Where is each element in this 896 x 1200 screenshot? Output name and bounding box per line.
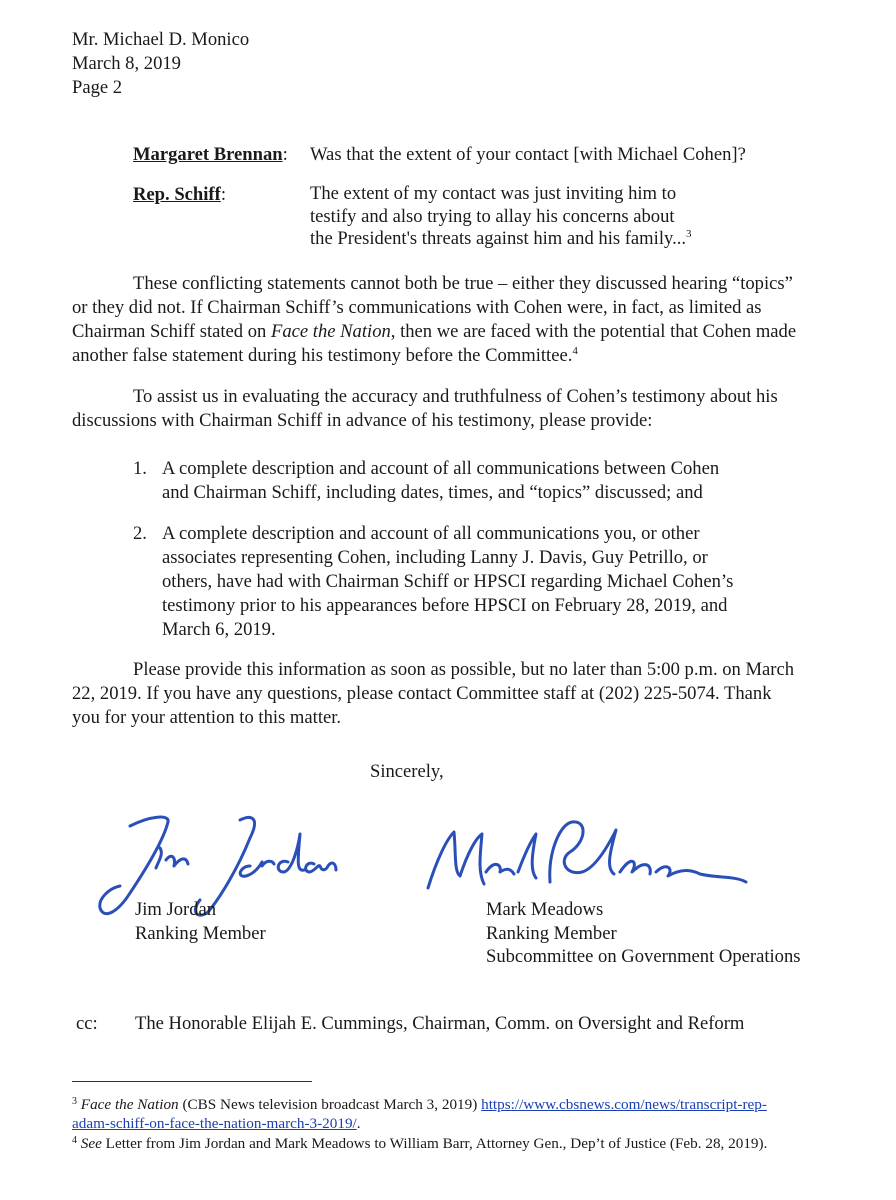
transcript-q1-text: Was that the extent of your contact [with Michael Cohen]? bbox=[310, 144, 746, 165]
paragraph-deadline bbox=[72, 658, 832, 730]
footnote-divider bbox=[72, 1081, 312, 1082]
closing-sincerely: Sincerely, bbox=[370, 761, 444, 782]
request-line: testimony prior to his appearances before HPSCI on February 28, 2019, and bbox=[162, 595, 728, 616]
para-line: discussions with Chairman Schiff in advance of his testimony, please provide: bbox=[72, 410, 653, 431]
letter-header bbox=[72, 28, 249, 100]
transcript-a1-text bbox=[310, 183, 692, 251]
request-line: A complete description and account of all communications you, or other bbox=[162, 523, 700, 544]
signatory-title: Ranking Member bbox=[486, 922, 617, 944]
request-line: others, have had with Chairman Schiff or HPSCI regarding Michael Cohen’s bbox=[162, 571, 734, 592]
list-number-2: 2. bbox=[133, 523, 147, 544]
footnote-3: $^3$ Face the Nation (CBS News television broadcast March 3, 2019) https://www.cbsnews.com/news/transcript-rep- adam-schiff-on-face-the-nation-march-3-2019/. bbox=[72, 1096, 767, 1132]
speaker-schiff: Rep. Schiff bbox=[133, 184, 221, 205]
request-line: March 6, 2019. bbox=[162, 619, 276, 640]
request-line: and Chairman Schiff, including dates, times, and “topics” discussed; and bbox=[162, 482, 703, 503]
signatory-title: Ranking Member bbox=[135, 922, 266, 944]
footnote-italic: Face the Nation bbox=[80, 1096, 179, 1113]
footnote-link[interactable]: https://www.cbsnews.com/news/transcript-rep- bbox=[481, 1096, 767, 1113]
transcript-a1 bbox=[133, 183, 226, 207]
request-item-2 bbox=[162, 522, 822, 642]
para-line: These conflicting statements cannot both be true – either they discussed hearing “topics” bbox=[133, 273, 793, 294]
footnote-ref-4: 4 bbox=[572, 345, 578, 357]
answer-line: The extent of my contact was just inviting him to bbox=[310, 183, 677, 204]
paragraph-conflicting-statements bbox=[72, 272, 832, 368]
signatory-subtitle: Subcommittee on Government Operations bbox=[486, 946, 801, 967]
signatory-jordan bbox=[135, 898, 266, 945]
meadows-signature bbox=[420, 812, 760, 902]
request-item-1 bbox=[162, 457, 822, 505]
request-line: associates representing Cohen, including Lanny J. Davis, Guy Petrillo, or bbox=[162, 547, 708, 568]
list-number-1: 1. bbox=[133, 458, 147, 479]
speaker-colon: : bbox=[220, 184, 226, 205]
answer-line: the President's threats against him and his family...$^3$ bbox=[310, 228, 692, 249]
para-line: another false statement during his testimony before the Committee.$^4$ bbox=[72, 345, 578, 366]
transcript-q1 bbox=[133, 143, 288, 167]
footnote-ref-3: 3 bbox=[686, 228, 692, 240]
para-line: Please provide this information as soon as possible, but no later than 5:00 p.m. on March bbox=[133, 659, 795, 680]
para-line: you for your attention to this matter. bbox=[72, 707, 342, 728]
page-number: Page 2 bbox=[72, 77, 123, 98]
footnote-number: 3 bbox=[72, 1096, 77, 1107]
signatory-name: Jim Jordan bbox=[135, 899, 217, 920]
request-line: A complete description and account of all communications between Cohen bbox=[162, 458, 720, 479]
para-line: 22, 2019. If you have any questions, please contact Committee staff at (202) 225-5074. Thank bbox=[72, 683, 772, 704]
speaker-brennan: Margaret Brennan bbox=[133, 144, 283, 165]
signatory-meadows bbox=[486, 898, 800, 969]
footnote-4: $^4$ See Letter from Jim Jordan and Mark Meadows to William Barr, Attorney Gen., Dep’t of Justice (Feb. 28, 2019). bbox=[72, 1135, 768, 1152]
signatory-name: Mark Meadows bbox=[486, 899, 604, 920]
recipient-name: Mr. Michael D. Monico bbox=[72, 29, 250, 50]
speaker-colon: : bbox=[282, 144, 288, 165]
italic-title: Face the Nation bbox=[270, 321, 391, 342]
footnote-link-continued[interactable]: adam-schiff-on-face-the-nation-march-3-2019/ bbox=[72, 1115, 357, 1132]
para-line: To assist us in evaluating the accuracy and truthfulness of Cohen’s testimony about his bbox=[133, 386, 778, 407]
paragraph-please-provide bbox=[72, 385, 832, 433]
para-line: or they did not. If Chairman Schiff’s communications with Cohen were, in fact, as limited as bbox=[72, 297, 762, 318]
cc-recipient: The Honorable Elijah E. Cummings, Chairman, Comm. on Oversight and Reform bbox=[135, 1013, 745, 1034]
cc-label: cc: bbox=[76, 1013, 98, 1034]
letter-date: March 8, 2019 bbox=[72, 53, 181, 74]
footnote-number: 4 bbox=[72, 1135, 77, 1146]
para-line: Chairman Schiff stated on Face the Nation, then we are faced with the potential that Cohen made bbox=[72, 321, 797, 342]
answer-line: testify and also trying to allay his concerns about bbox=[310, 205, 675, 227]
footnote-italic: See bbox=[80, 1135, 102, 1152]
